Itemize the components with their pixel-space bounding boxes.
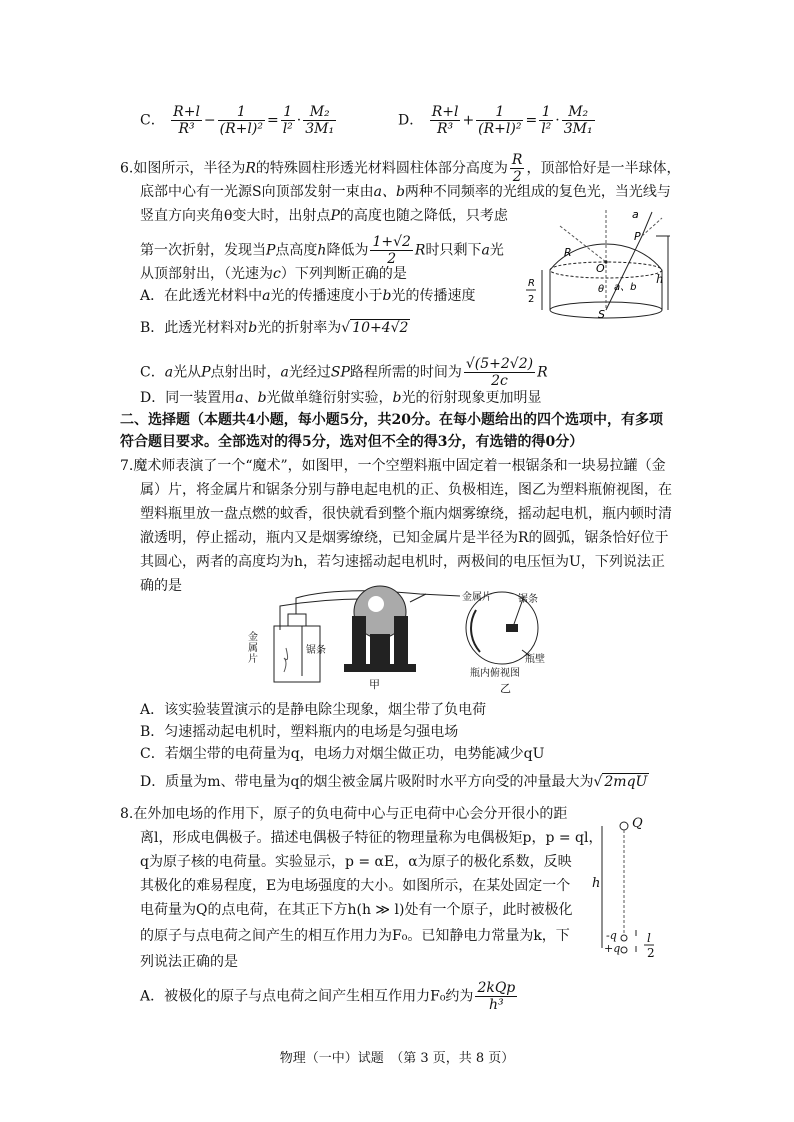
label-top-view: 瓶内俯视图 — [470, 668, 520, 679]
q6-line2 — [140, 182, 671, 202]
q7-line5: 其圆心，两者的高度均为h，若匀速摇动起电机时，两极间的电压恒为U，下列说法正 — [140, 554, 665, 570]
text: 光 — [489, 242, 504, 259]
q7-option-d: D．质量为m、带电量为q的烟尘被金属片吸附时水平方向受的冲量最大为√ 2mqU — [140, 774, 648, 790]
q6-option-a — [140, 286, 475, 306]
text: b — [248, 320, 258, 336]
label-theta: θ — [598, 284, 605, 295]
text: 光做单缝衍射实验， — [266, 390, 393, 406]
text: 光从 — [173, 364, 202, 381]
fig-label-minus-q: -q — [606, 929, 617, 942]
text: B．此透光材料对 — [140, 320, 249, 336]
fraction: $\frac{√(5+2√2)}{2c}$ — [465, 356, 534, 389]
fraction: $\frac{R+l}{\text{R³}}$ — [173, 104, 200, 137]
question-number: 7. — [120, 458, 134, 474]
text: 光的衍射现象更加明显 — [401, 390, 542, 406]
text: P — [201, 364, 211, 381]
text: 光的传播速度 — [391, 288, 476, 304]
label-ab: a、b — [614, 282, 637, 293]
fraction: $\frac{1}{\text{l²}}$ — [282, 104, 293, 137]
fraction: $\frac{\text{2kQp}}{\text{h³}}$ — [477, 980, 516, 1013]
text: a — [262, 288, 271, 304]
text: P — [266, 242, 276, 259]
fraction: $\frac{\text{M₂}}{\text{3M₁}}$ — [305, 104, 335, 137]
text: SP — [330, 364, 350, 381]
bottle-neck — [288, 614, 306, 626]
text: 点射出时， — [210, 364, 281, 381]
fraction: $\frac{1}{\text{(R+l)²}}$ — [219, 104, 263, 137]
smoke — [284, 648, 288, 672]
label-o: O — [596, 262, 605, 275]
q7-option-b: B．匀速摇动起电机时，塑料瓶内的电场是匀强电场 — [140, 724, 459, 740]
q6-option-b: B．此透光材料对b光的折射率为√ 10+4√2 — [140, 320, 409, 336]
option-label: D． — [398, 112, 424, 129]
text: a — [481, 242, 490, 259]
text: h — [317, 242, 327, 259]
text: c — [273, 266, 281, 282]
text: D．同一装置用 — [140, 390, 236, 406]
text: ，顶部恰好是一半球体， — [526, 160, 681, 177]
fraction: $\frac{R}{2}$ — [511, 152, 523, 185]
label-saw: 锯条 — [306, 645, 326, 656]
q7-line4: 澈透明，停止摇动，瓶内又是烟雾缭绕，已知金属片是半径为R的圆弧，锯条恰好位于 — [140, 530, 669, 546]
q8-line5: 电荷量为Q的点电荷，在其正下方h(h ≫ l)处有一个原子，此时被极化 — [140, 902, 573, 918]
text: 竖直方向夹角θ变大时，出射点 — [140, 208, 331, 224]
text: 如图所示，半径为 — [133, 160, 246, 177]
center-point — [604, 260, 607, 263]
q7-option-c: C．若烟尘带的电荷量为q，电场力对烟尘做正功，电势能减少qU — [140, 746, 545, 762]
fraction: $\frac{1+√2}{2}$ — [372, 234, 411, 267]
text: R — [245, 160, 256, 177]
text: A．被极化的原子与点电荷之间产生相互作用力F₀约为 — [140, 988, 474, 1005]
text: 第一次折射，发现当 — [140, 242, 266, 259]
q6-figure — [520, 206, 670, 324]
label-r2: R — [528, 278, 535, 289]
text: 光的传播速度小于 — [270, 288, 383, 304]
option-label: C． — [140, 112, 165, 129]
rod — [410, 594, 426, 602]
q7-line1 — [120, 456, 666, 476]
fig-label-2: 2 — [647, 946, 655, 960]
caption-yi: 乙 — [500, 682, 511, 695]
option-c-prev: C． $\frac{R+l}{\text{R³}}$ − $\frac{1}{\text{(R+l)²}}$ = $\frac{1}{\text{l²}}$ · $\frac{\text{M₂}}{\text{3M₁}}$ — [140, 104, 335, 137]
fraction: $\frac{R+l}{\text{R³}}$ — [431, 104, 459, 137]
ray-a-out — [642, 212, 652, 236]
text: a、b — [373, 184, 405, 200]
q8-line4: 其极化的难易程度，E为电场强度的大小。如图所示，在某处固定一个 — [140, 878, 571, 894]
text: 的特殊圆柱形透光材料圆柱体部分高度为 — [255, 160, 508, 177]
q7-line2: 属）片，将金属片和锯条分别与静电起电机的正、负极相连，图乙为塑料瓶俯视图，在 — [140, 482, 672, 498]
label-r: R — [564, 246, 572, 259]
pos-charge — [621, 947, 627, 953]
section2-line1: 二、选择题（本题共4小题，每小题5分，共20分。在每小题给出的四个选项中，有多项 — [120, 412, 663, 428]
label-wall: 瓶壁 — [525, 654, 545, 665]
text: 的高度也随之降低，只考虑 — [339, 208, 508, 224]
q7-line3: 塑料瓶里放一盘点燃的蚊香，很快就看到整个瓶内烟雾缭绕，摇动起电机，瓶内顿时清 — [140, 506, 672, 522]
normal-line — [642, 218, 662, 236]
q7-option-a: A．该实验装置演示的是静电除尘现象，烟尘带了负电荷 — [140, 702, 487, 718]
fraction: $\frac{1}{\text{l²}}$ — [541, 104, 552, 137]
generator-post-left — [352, 616, 366, 664]
generator-post-right — [394, 616, 408, 664]
q6-line5 — [140, 264, 407, 284]
q6-option-d — [140, 388, 542, 408]
label-p: P — [634, 230, 641, 243]
q7-line6: 确的是 — [140, 578, 182, 594]
ray-sp — [606, 236, 642, 310]
fig-label-plus-q: +q — [604, 942, 621, 955]
generator-base — [370, 634, 390, 664]
q6-line4: 第一次折射，发现当P点高度h降低为 $\frac{1+√2}{2}$ R时只剩下a光 — [140, 234, 504, 267]
q8-figure — [588, 816, 668, 966]
text: D．质量为m、带电量为q的烟尘被金属片吸附时水平方向受的冲量最大为 — [140, 774, 594, 790]
caption-jia: 甲 — [369, 678, 380, 691]
text: b — [382, 288, 392, 304]
text: 光经过 — [288, 364, 331, 381]
label-metal-plate-2: 金属片 — [462, 592, 492, 603]
text: 在外加电场的作用下，原子的负电荷中心与正电荷中心会分开很小的距 — [133, 806, 568, 822]
label-saw-2: 锯条 — [518, 594, 538, 605]
q8-option-a — [140, 980, 519, 1013]
q7-figure — [240, 582, 600, 692]
text: a — [164, 364, 174, 381]
label-metal-plate: 金属片 — [248, 632, 258, 665]
saw-top — [506, 624, 518, 632]
question-number: 6. — [120, 160, 134, 177]
text: 光的折射率为 — [257, 320, 342, 336]
fraction: $\frac{1}{\text{(R+l)²}}$ — [478, 104, 522, 137]
page-footer: 物理（一中）试题 （第 3 页，共 8 页） — [279, 1051, 515, 1066]
text: 从顶部射出，（光速为 — [140, 266, 273, 282]
fig-label-h: h — [592, 876, 601, 891]
charge-q-point — [620, 822, 628, 830]
q8-line1 — [120, 804, 567, 824]
q8-line2: 离l，形成电偶极子。描述电偶极子特征的物理量称为电偶极矩p，p = ql， — [140, 830, 603, 846]
label-s: S — [598, 308, 605, 321]
text: 魔术师表演了一个“魔术”，如图甲，一个空塑料瓶中固定着一根锯条和一块易拉罐（金 — [133, 458, 666, 474]
text: 点高度 — [275, 242, 318, 259]
text: P — [330, 208, 340, 224]
text: a — [280, 364, 289, 381]
q6-line3 — [140, 206, 508, 226]
label-h: h — [656, 272, 664, 286]
text: 时只剩下 — [425, 242, 482, 259]
metal-arc — [471, 610, 480, 652]
q8-line7: 列说法正确的是 — [140, 954, 238, 970]
fig-label-q: Q — [632, 816, 643, 831]
text: A．在此透光材料中 — [140, 288, 263, 304]
radicand: 2mqU — [604, 774, 648, 790]
text: b — [392, 390, 402, 406]
neg-charge — [621, 935, 627, 941]
text: ）下列判断正确的是 — [280, 266, 407, 282]
text: C． — [140, 364, 165, 381]
section2-line2: 符合题目要求。全部选对的得5分，选对但不全的得3分，有选错的得0分） — [120, 434, 584, 450]
fig-label-l: l — [647, 931, 651, 945]
q6-option-c: C．a光从P点射出时，a光经过SP路程所需的时间为 $\frac{√(5+2√2)}{2c}$ R — [140, 356, 548, 389]
question-number: 8. — [120, 806, 134, 822]
q8-line3: q为原子核的电荷量。实验显示，p = αE，α为原子的极化系数，反映 — [140, 854, 572, 870]
sphere-highlight — [368, 596, 384, 612]
fraction: $\frac{\text{M₂}}{\text{3M₁}}$ — [563, 104, 593, 137]
text: 两种不同频率的光组成的复色光，当光线与 — [404, 184, 671, 200]
text: 路程所需的时间为 — [349, 364, 462, 381]
text: 降低为 — [326, 242, 369, 259]
q6-line1 — [120, 152, 680, 185]
label-a: a — [632, 208, 639, 221]
text: a、b — [235, 390, 267, 406]
text: 底部中心有一光源S向顶部发射一束由 — [140, 184, 374, 200]
option-d-prev: D． $\frac{R+l}{\text{R³}}$ + $\frac{1}{\text{(R+l)²}}$ = $\frac{1}{\text{l²}}$ · $\frac{\text{M₂}}{\text{3M₁}}$ — [398, 104, 593, 137]
generator-platform — [344, 664, 416, 672]
q8-line6: 的原子与点电荷之间产生的相互作用力为F₀。已知静电力常量为k，下 — [140, 928, 570, 944]
label-2: 2 — [528, 294, 535, 305]
